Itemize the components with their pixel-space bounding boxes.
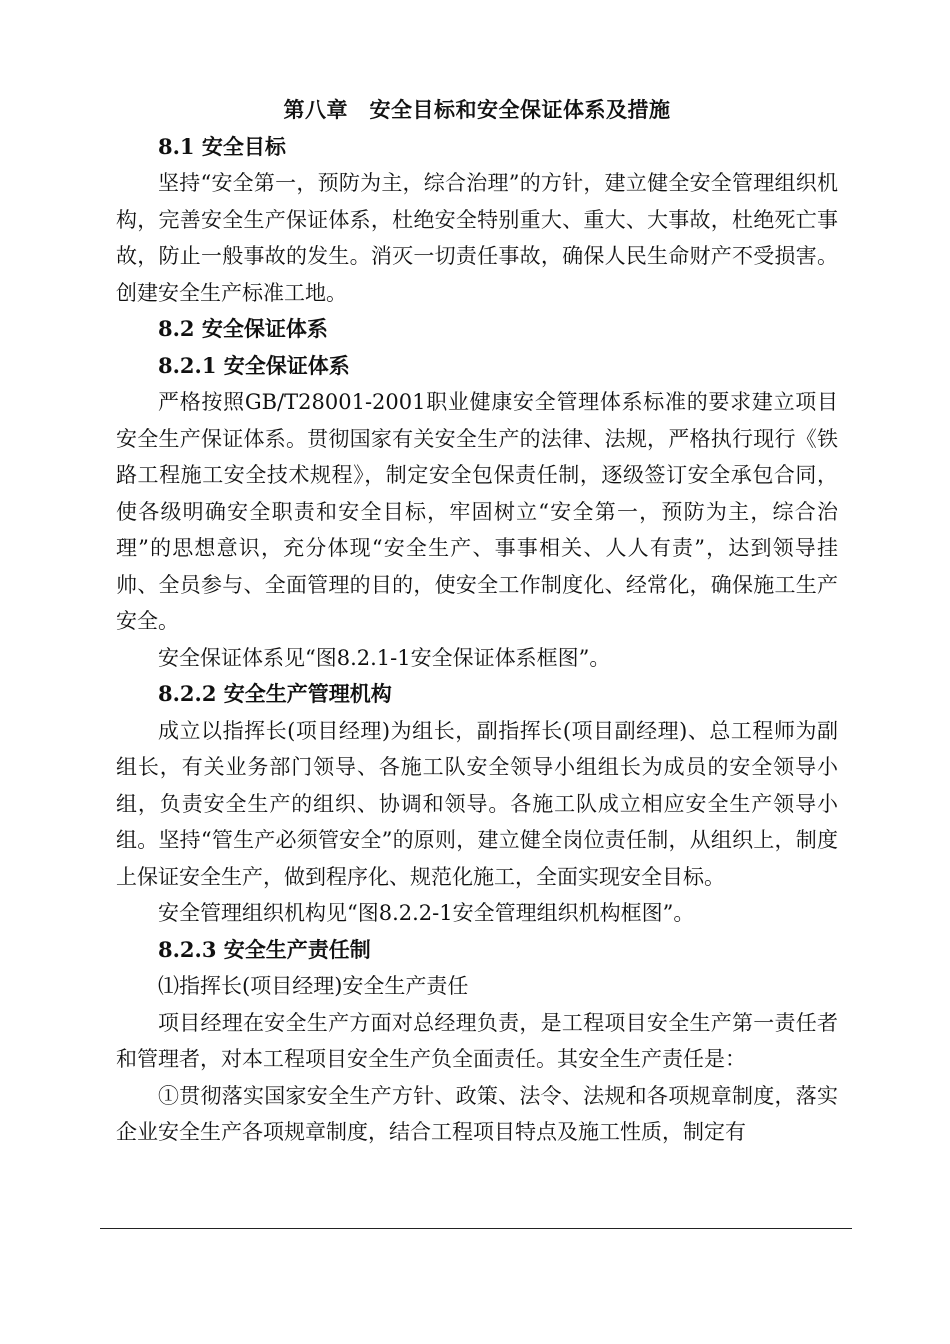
paragraph-project-manager: 项目经理在安全生产方面对总经理负责，是工程项目安全生产第一责任者和管理者，对本工程项目安全生产负全面责任。其安全生产责任是： — [116, 1010, 838, 1071]
paragraph-safety-goal: 坚持“安全第一，预防为主，综合治理”的方针，建立健全安全管理组织机构，完善安全生产保证体系，杜绝安全特别重大、重大、大事故，杜绝死亡事故，防止一般事故的发生。消灭一切责任事故，确保人民生命财产不受损害。创建安全生产标准工地。 — [116, 171, 838, 305]
section-heading-8-2-1: 8.2.1 安全保证体系 — [158, 352, 350, 378]
footer-divider — [100, 1228, 852, 1229]
paragraph-management-org: 成立以指挥长(项目经理)为组长，副指挥长(项目副经理)、总工程师为副组长，有关业务部门领导、各施工队安全领导小组组长为成员的安全领导小组，负责安全生产的组织、协调和领导。各施工队成立相应安全生产领导小组。坚持“管生产必须管安全”的原则，建立健全岗位责任制，从组织上，制度上保证安全生产，做到程序化、规范化施工，全面实现安全目标。 — [116, 718, 838, 889]
paragraph-safety-system: 严格按照GB/T28001-2001职业健康安全管理体系标准的要求建立项目安全生产保证体系。贯彻国家有关安全生产的法律、法规，严格执行现行《铁路工程施工安全技术规程》，制定安全包保责任制，逐级签订安全承包合同，使各级明确安全职责和安全目标，牢固树立“安全第一，预防为主，综合治理”的思想意识，充分体现“安全生产、事事相关、人人有责”，达到领导挂帅、全员参与、全面管理的目的，使安全工作制度化、经常化，确保施工生产安全。 — [116, 390, 838, 633]
document-body — [116, 92, 838, 1151]
paragraph-figure-ref-8-2-1: 安全保证体系见“图8.2.1-1安全保证体系框图”。 — [158, 645, 611, 670]
section-heading-8-1: 8.1 安全目标 — [158, 133, 286, 159]
chapter-title: 第八章 安全目标和安全保证体系及措施 — [283, 97, 671, 122]
section-heading-8-2-3: 8.2.3 安全生产责任制 — [158, 936, 371, 962]
section-heading-8-2-2: 8.2.2 安全生产管理机构 — [158, 681, 392, 706]
section-heading-8-2: 8.2 安全保证体系 — [158, 316, 328, 341]
list-item-commander-responsibility: ⑴指挥长(项目经理)安全生产责任 — [158, 974, 469, 998]
paragraph-figure-ref-8-2-2: 安全管理组织机构见“图8.2.2-1安全管理组织机构框图”。 — [158, 901, 695, 925]
paragraph-duty-1: ①贯彻落实国家安全生产方针、政策、法令、法规和各项规章制度，落实企业安全生产各项规章制度，结合工程项目特点及施工性质，制定有 — [116, 1083, 838, 1144]
